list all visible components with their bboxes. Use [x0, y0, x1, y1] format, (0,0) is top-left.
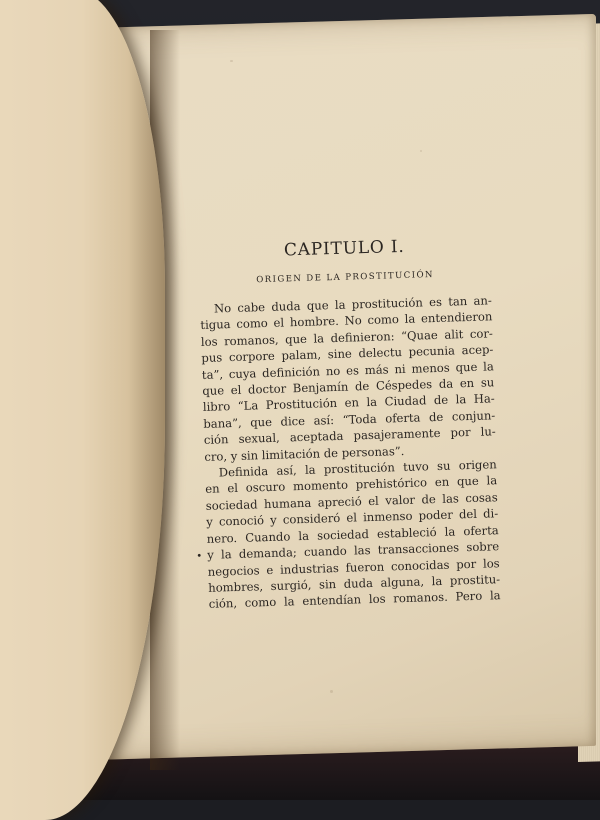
- text-line: ta”, cuya definición no es más ni menos que la: [201, 358, 494, 382]
- text-line: No cabe duda que la prostitución es tan an-: [213, 293, 493, 316]
- text-line: hombres, surgió, sin duda alguna, la prostitu-: [208, 572, 501, 595]
- text-line: nero. Cuando la sociedad estableció la oferta: [206, 522, 499, 546]
- text-line: tigua como el hombre. No como la entendieron: [200, 309, 493, 333]
- paragraph-2: [205, 456, 501, 612]
- text-line: pus corpore palam, sine delectu pecunia acep-: [201, 342, 494, 366]
- paper-speck: [230, 60, 233, 62]
- text-line: cro, y sin limitación de personas”.: [204, 443, 405, 464]
- chapter-title: CAPITULO I.: [283, 236, 405, 261]
- text-line: bana”, que dice así: “Toda oferta de conjun-: [203, 408, 496, 431]
- text-line: que el doctor Benjamín de Céspedes da en su: [202, 375, 495, 398]
- paper-speck: [330, 690, 333, 693]
- margin-mark: •: [196, 551, 203, 563]
- text-line: en el oscuro momento prehistórico en que la: [205, 473, 498, 497]
- text-line: Definida así, la prostitución tuvo su origen: [218, 457, 497, 480]
- text-line: y la demanda; cuando las transacciones sobre: [207, 539, 500, 562]
- page-text-block: [198, 234, 501, 612]
- text-line: sociedad humana apreció el valor de las cosas: [205, 490, 498, 513]
- text-line: libro “La Prostitución en la Ciudad de la Ha-: [202, 391, 495, 415]
- section-title: ORIGEN DE LA PROSTITUCIÓN: [256, 270, 435, 286]
- text-line: ción sexual, aceptada pasajeramente por lu-: [203, 424, 496, 448]
- paper-speck: [420, 150, 422, 152]
- paragraph-1: [200, 292, 497, 465]
- text-line: ción, como la entendían los romanos. Pero la: [208, 588, 501, 612]
- text-line: los romanos, que la definieron: “Quae alit cor-: [200, 326, 494, 349]
- text-line: y conoció y consideró el inmenso poder del di-: [206, 506, 499, 530]
- text-line: negocios e industrias fueron conocidas por los: [207, 555, 500, 579]
